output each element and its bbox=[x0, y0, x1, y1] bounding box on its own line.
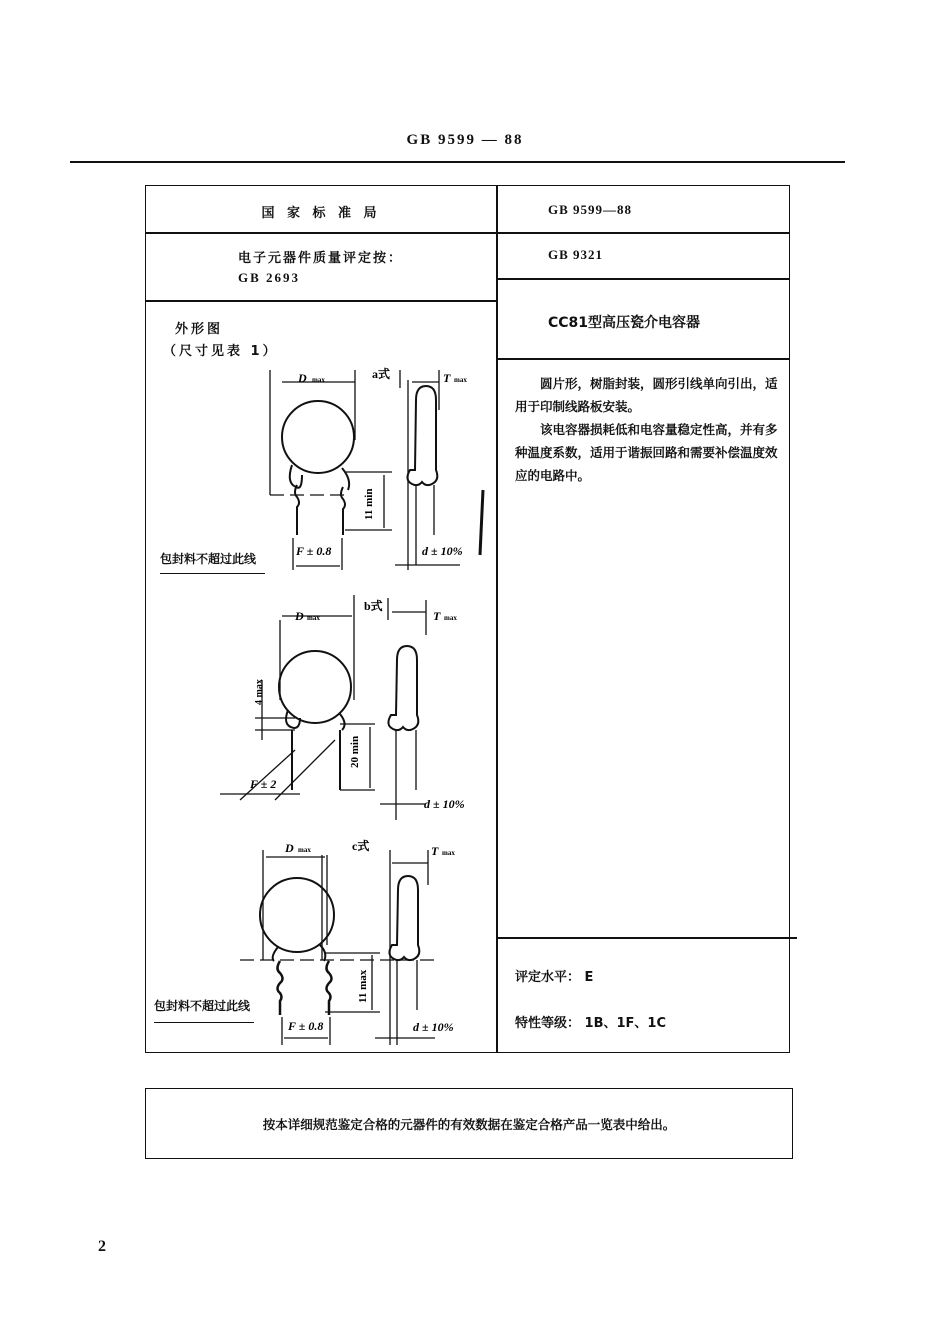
svg-text:max: max bbox=[454, 376, 467, 384]
table-row-divider bbox=[497, 358, 790, 360]
table-row-divider bbox=[145, 300, 497, 302]
description-paragraph: 该电容器损耗低和电容量稳定性高，并有多种温度系数，适用于谐振回路和需要补偿温度效应的电路中。 bbox=[515, 422, 778, 483]
spec-number: GB 9599—88 bbox=[548, 202, 633, 217]
description-paragraph: 圆片形，树脂封装，圆形引线单向引出，适用于印制线路板安装。 bbox=[515, 376, 778, 414]
header-rule bbox=[70, 161, 845, 163]
outline-drawing-title: 外形图 bbox=[175, 322, 224, 337]
table-column-divider bbox=[496, 185, 498, 1053]
svg-text:max: max bbox=[444, 614, 457, 622]
issuing-authority: 国 家 标 准 局 bbox=[261, 206, 381, 221]
f-tolerance-a: F ± 0.8 bbox=[296, 544, 332, 558]
d-tolerance-c: d ± 10% bbox=[413, 1020, 454, 1034]
capacitor-outline-c-drawing bbox=[230, 835, 490, 1050]
style-a-label: a式 bbox=[372, 367, 391, 381]
svg-text:T: T bbox=[431, 844, 439, 858]
svg-text:D: D bbox=[298, 371, 307, 385]
f-tolerance-b: F ± 2 bbox=[250, 777, 277, 791]
d-tolerance-b: d ± 10% bbox=[424, 797, 465, 811]
svg-text:D: D bbox=[285, 841, 294, 855]
assessment-basis-standard: GB 2693 bbox=[238, 270, 301, 285]
encapsulation-limit-note-a: 包封料不超过此线 bbox=[160, 550, 265, 574]
table-row-divider bbox=[145, 232, 790, 234]
outline-drawing-subtitle: （尺寸见表 1） bbox=[163, 344, 279, 359]
product-description bbox=[515, 372, 783, 487]
style-b-label: b式 bbox=[364, 599, 383, 613]
svg-text:11 min: 11 min bbox=[363, 488, 375, 520]
svg-text:max: max bbox=[312, 376, 325, 384]
qualification-note-box bbox=[145, 1088, 793, 1159]
assessment-level: 评定水平： E bbox=[515, 970, 594, 985]
svg-text:T: T bbox=[433, 609, 441, 623]
characteristic-grades: 特性等级： 1B、1F、1C bbox=[515, 1016, 666, 1031]
document-header-title: GB 9599 — 88 bbox=[406, 132, 524, 148]
capacitor-outline-a-drawing bbox=[150, 360, 495, 575]
d-tolerance-a: d ± 10% bbox=[422, 544, 463, 558]
svg-text:max: max bbox=[307, 614, 320, 622]
assessment-basis-label: 电子元器件质量评定按： bbox=[238, 251, 404, 266]
svg-text:D: D bbox=[295, 609, 304, 623]
svg-text:max: max bbox=[442, 849, 455, 857]
svg-text:11 max: 11 max bbox=[357, 969, 369, 1003]
qualification-note: 按本详细规范鉴定合格的元器件的有效数据在鉴定合格产品一览表中给出。 bbox=[262, 1117, 676, 1132]
page-number: 2 bbox=[98, 1238, 106, 1255]
table-row-divider bbox=[497, 278, 790, 280]
svg-text:4 max: 4 max bbox=[254, 679, 265, 705]
encapsulation-limit-note-c: 包封料不超过此线 bbox=[154, 997, 254, 1023]
f-tolerance-c: F ± 0.8 bbox=[288, 1019, 324, 1033]
svg-text:20 min: 20 min bbox=[349, 735, 361, 768]
table-row-divider bbox=[497, 937, 797, 939]
capacitor-outline-b-drawing bbox=[200, 590, 490, 825]
generic-spec-number: GB 9321 bbox=[548, 247, 604, 262]
svg-text:T: T bbox=[443, 371, 451, 385]
product-name: CC81型高压瓷介电容器 bbox=[548, 315, 701, 331]
style-c-label: c式 bbox=[352, 839, 370, 853]
svg-text:max: max bbox=[298, 846, 311, 854]
